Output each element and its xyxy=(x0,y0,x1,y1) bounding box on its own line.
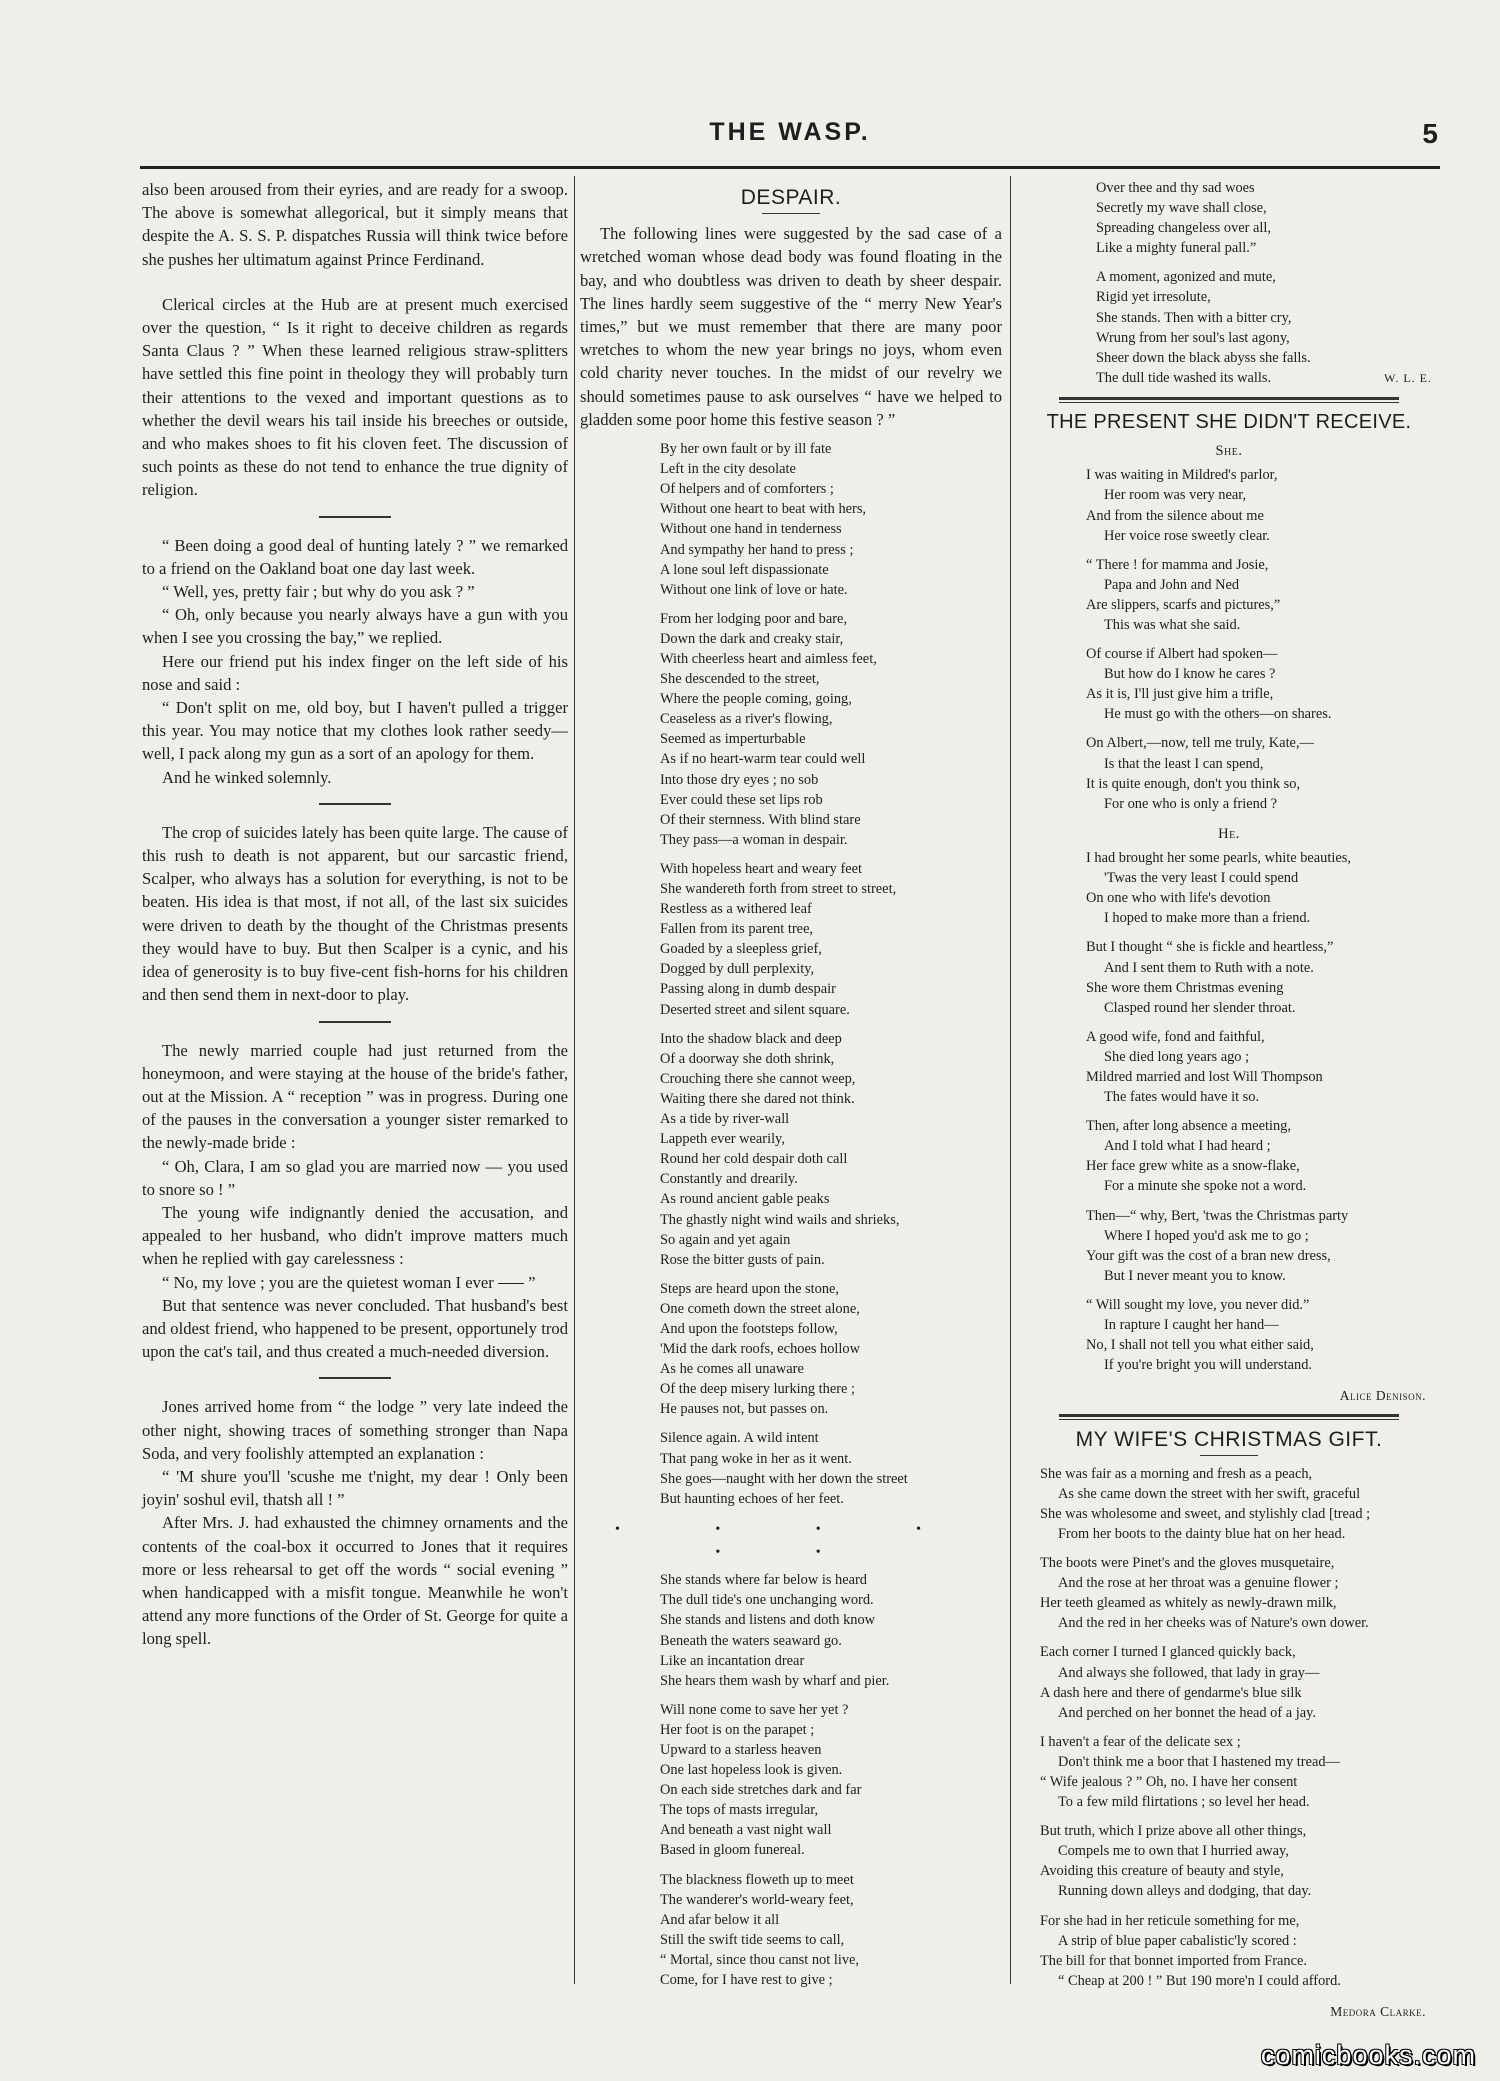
section-separator xyxy=(319,803,391,805)
poem-line: Papa and John and Ned xyxy=(1104,576,1240,593)
stanza xyxy=(1040,1553,1440,1633)
stanza xyxy=(1086,555,1440,635)
stanza xyxy=(660,1279,1002,1420)
poem-line: And I told what I had heard ; xyxy=(1104,1138,1271,1155)
poem-line: Come, for I have rest to give ; xyxy=(660,1972,833,1988)
present-he-poem xyxy=(1018,848,1440,1375)
poem-line: With cheerless heart and aimless feet, xyxy=(660,650,877,667)
poem-line: But haunting echoes of her feet. xyxy=(660,1490,844,1507)
poem-line: She died long years ago ; xyxy=(1104,1048,1250,1065)
section-double-rule xyxy=(1059,397,1399,403)
column-2 xyxy=(580,178,1002,1999)
poem-line: And beneath a vast night wall xyxy=(660,1822,832,1839)
poem-line: Lappeth ever wearily, xyxy=(660,1131,785,1148)
poem-line: Where I hoped you'd ask me to go ; xyxy=(1104,1227,1309,1244)
poem-line: He must go with the others—on shares. xyxy=(1104,706,1332,723)
poem-line: She hears them wash by wharf and pier. xyxy=(660,1672,890,1689)
poem-line: Compels me to own that I hurried away, xyxy=(1058,1843,1289,1860)
despair-poem-ending xyxy=(1018,178,1440,388)
quote-text: “ No, my love ; you are the quietest woman I ever xyxy=(162,1272,494,1292)
paragraph: But that sentence was never concluded. That husband's best and oldest friend, who happened to be present, opportunely trod upon the cat's tail, and thus created a much-needed diversion. xyxy=(142,1295,568,1362)
poem-line: Of helpers and of comforters ; xyxy=(660,481,834,498)
poem-line: Are slippers, scarfs and pictures,” xyxy=(1086,596,1281,613)
paragraph: Jones arrived home from “ the lodge ” very late indeed the other night, showing traces of something stronger than Napa Soda, and very foolishly attempted an explanation : xyxy=(142,1397,568,1463)
poem-line: A moment, agonized and mute, xyxy=(1096,269,1276,286)
poem-line: Into those dry eyes ; no sob xyxy=(660,771,819,788)
poem-line: Her room was very near, xyxy=(1104,487,1247,504)
poem-line: She wandereth forth from street to street, xyxy=(660,881,897,897)
poem-line: Ever could these set lips rob xyxy=(660,791,823,808)
poem-line: Crouching there she cannot weep, xyxy=(660,1070,856,1087)
poem-line: On Albert,—now, tell me truly, Kate,— xyxy=(1086,735,1314,752)
title-rule xyxy=(1200,1455,1258,1456)
poem-line: For she had in her reticule something for me, xyxy=(1040,1912,1300,1929)
paragraph: The young wife indignantly denied the accusation, and appealed to her husband, who didn't improve matters much when he replied with gay carelessness : xyxy=(142,1202,568,1269)
section-separator xyxy=(319,1377,391,1379)
column-divider-2 xyxy=(1010,176,1011,1984)
poem-line: Will none come to save her yet ? xyxy=(660,1701,849,1718)
poem-line: Clasped round her slender throat. xyxy=(1104,999,1296,1016)
despair-poem-continued xyxy=(580,1570,1002,1990)
stanza xyxy=(1096,267,1440,388)
quote-end: ” xyxy=(528,1272,536,1292)
poem-line: Spreading changeless over all, xyxy=(1096,220,1272,237)
poem-line: As he comes all unaware xyxy=(660,1361,804,1378)
poem-line: Her face grew white as a snow-flake, xyxy=(1086,1158,1300,1175)
stanza xyxy=(660,1570,1002,1691)
poem-line: Like an incantation drear xyxy=(660,1652,805,1669)
poem-line: And the red in her cheeks was of Nature's own dower. xyxy=(1058,1615,1369,1632)
paragraph: “ 'M shure you'll 'scushe me t'night, my dear ! Only been joyin' soshul evil, thatsh all ! ” xyxy=(142,1466,568,1510)
stanza xyxy=(660,609,1002,850)
poem-line: Each corner I turned I glanced quickly back, xyxy=(1040,1644,1296,1661)
poem-line: He pauses not, but passes on. xyxy=(660,1401,829,1418)
poem-line: Her foot is on the parapet ; xyxy=(660,1721,815,1738)
poem-line: To a few mild flirtations ; so level her head. xyxy=(1058,1794,1310,1811)
poem-line: The fates would have it so. xyxy=(1104,1089,1260,1106)
poem-line: Mildred married and lost Will Thompson xyxy=(1086,1068,1323,1085)
poem-line: She stands. Then with a bitter cry, xyxy=(1096,309,1292,326)
poem-line: Still the swift tide seems to call, xyxy=(660,1931,845,1948)
stanza xyxy=(660,1700,1002,1861)
despair-intro: The following lines were suggested by the sad case of a wretched woman whose dead body was found floating in the bay, and who doubtless was driven to death by sheer despair. The lines hardly seem suggestive of the “ merry New Year's times,” but we must remember that there are many poor wretches to whom the new year brings no joys, whom even cold charity never touches. In the midst of our revelry we should sometimes pause to ask ourselves “ have we helped to gladden some poor home this festive season ? ” xyxy=(580,224,1002,429)
poem-line: I was waiting in Mildred's parlor, xyxy=(1086,467,1278,484)
poem-line: She wore them Christmas evening xyxy=(1086,979,1284,996)
poem-line: And perched on her bonnet the head of a jay. xyxy=(1058,1704,1316,1721)
paragraph: “ Don't split on me, old boy, but I haven't pulled a trigger this year. You may notice that my clothes look rather seedy—well, I pack along my gun as a sort of an apology for them. xyxy=(142,698,568,764)
he-label: He. xyxy=(1218,825,1240,842)
masthead-rule xyxy=(140,166,1440,169)
poem-line: The wanderer's world-weary feet, xyxy=(660,1891,854,1908)
despair-poem xyxy=(580,439,1002,1509)
poem-line: Based in gloom funereal. xyxy=(660,1842,805,1859)
poem-line: And from the silence about me xyxy=(1086,507,1264,524)
poem-line: It is quite enough, don't you think so, xyxy=(1086,775,1301,792)
poem-line: Secretly my wave shall close, xyxy=(1096,200,1267,217)
stanza xyxy=(1040,1732,1440,1812)
section-double-rule xyxy=(1059,1414,1399,1420)
poem-line: Waiting there she dared not think. xyxy=(660,1090,855,1107)
poem-line: I hoped to make more than a friend. xyxy=(1104,910,1311,927)
masthead xyxy=(140,118,1440,158)
poem-line: Where the people coming, going, xyxy=(660,691,852,708)
poem-line: She goes—naught with her down the street xyxy=(660,1470,908,1487)
paragraph: After Mrs. J. had exhausted the chimney ornaments and the contents of the coal-box it occurred to Jones that it requires more or less rehearsal to get off the words “ social evening ” when handicapped with a misfit tongue. Meanwhile he won't attend any more functions of the Order of St. George for quite a long spell. xyxy=(142,1513,568,1649)
poem-line: Goaded by a sleepless grief, xyxy=(660,941,822,958)
section-separator xyxy=(319,1021,391,1023)
stanza xyxy=(1040,1911,1440,1991)
poem-line: As it is, I'll just give him a trifle, xyxy=(1086,686,1274,703)
present-she-poem xyxy=(1018,465,1440,814)
poem-line: And I sent them to Ruth with a note. xyxy=(1104,959,1314,976)
poem-line: “ Cheap at 200 ! ” But 190 more'n I could afford. xyxy=(1058,1972,1341,1989)
stanza xyxy=(1040,1464,1440,1544)
poem-line: So again and yet again xyxy=(660,1231,791,1248)
gift-signature: Medora Clarke. xyxy=(1330,2003,1426,2019)
poem-line: But I never meant you to know. xyxy=(1104,1267,1286,1284)
em-dash xyxy=(498,1283,524,1284)
poem-line: Left in the city desolate xyxy=(660,461,796,478)
poem-line: The dull tide's one unchanging word. xyxy=(660,1592,874,1609)
stanza xyxy=(1086,1027,1440,1107)
poem-line: Then—“ why, Bert, 'twas the Christmas party xyxy=(1086,1207,1349,1224)
poem-line: Without one link of love or hate. xyxy=(660,581,848,598)
poem-line: As she came down the street with her swift, graceful xyxy=(1058,1485,1361,1502)
poem-line: On one who with life's devotion xyxy=(1086,890,1271,907)
poem-line: The blackness floweth up to meet xyxy=(660,1871,854,1888)
poem-line: They pass—a woman in despair. xyxy=(660,831,848,848)
paragraph xyxy=(142,1271,568,1294)
poem-line: I haven't a fear of the delicate sex ; xyxy=(1040,1733,1241,1750)
poem-line: I had brought her some pearls, white beauties, xyxy=(1086,850,1351,867)
poem-line: Your gift was the cost of a bran new dress, xyxy=(1086,1247,1331,1264)
stanza xyxy=(1086,937,1440,1017)
stanza xyxy=(660,1428,1002,1508)
stanza xyxy=(660,1870,1002,1991)
newspaper-title: THE WASP. xyxy=(709,118,871,146)
poem-line: And afar below it all xyxy=(660,1911,780,1928)
poem-line: Her teeth gleamed as whitely as newly-drawn milk, xyxy=(1040,1595,1337,1612)
present-title: THE PRESENT SHE DIDN'T RECEIVE. xyxy=(1046,410,1412,433)
present-signature: Alice Denison. xyxy=(1339,1388,1426,1404)
poem-line: Of the deep misery lurking there ; xyxy=(660,1381,856,1398)
poem-line: Ceaseless as a river's flowing, xyxy=(660,711,833,728)
poem-line: 'Twas the very least I could spend xyxy=(1104,870,1299,887)
poem-line: As a tide by river-wall xyxy=(660,1111,790,1128)
poem-line: Running down alleys and dodging, that day. xyxy=(1058,1883,1312,1900)
gift-poem xyxy=(1018,1464,1440,1991)
stanza xyxy=(660,439,1002,600)
paragraph: “ Oh, Clara, I am so glad you are married now — you used to snore so ! ” xyxy=(142,1156,568,1199)
gift-title: MY WIFE'S CHRISTMAS GIFT. xyxy=(1075,1427,1383,1451)
spacer xyxy=(580,431,1002,439)
poem-line: Without one heart to beat with hers, xyxy=(660,501,867,518)
poem-line: A good wife, fond and faithful, xyxy=(1086,1028,1265,1045)
poem-line: Don't think me a boor that I hastened my tread— xyxy=(1058,1753,1340,1770)
poem-line: She descended to the street, xyxy=(660,671,820,688)
ellipsis-dots: • • • • • • xyxy=(614,1521,968,1561)
poem-line: “ There ! for mamma and Josie, xyxy=(1086,556,1269,573)
stanza xyxy=(1040,1642,1440,1722)
paragraph: also been aroused from their eyries, and are ready for a swoop. The above is somewhat allegorical, but it simply means that despite the A. S. S. P. dispatches Russia will think twice before she pushes her ultimatum against Prince Ferdinand. xyxy=(142,180,568,269)
poem-line: As if no heart-warm tear could well xyxy=(660,751,866,768)
poem-line: The ghastly night wind wails and shrieks, xyxy=(660,1211,900,1228)
poem-line: Round her cold despair doth call xyxy=(660,1151,848,1168)
column-divider-1 xyxy=(574,176,575,1984)
poem-line: The boots were Pinet's and the gloves musquetaire, xyxy=(1040,1555,1335,1572)
poem-line: In rapture I caught her hand— xyxy=(1104,1317,1279,1334)
poem-line: Rose the bitter gusts of pain. xyxy=(660,1251,825,1268)
poem-line: Dogged by dull perplexity, xyxy=(660,961,815,978)
stanza xyxy=(1096,178,1440,258)
poem-line: “ Mortal, since thou canst not live, xyxy=(660,1951,860,1968)
poem-line: The bill for that bonnet imported from France. xyxy=(1040,1952,1307,1969)
stanza xyxy=(1040,1821,1440,1901)
poem-line: And the rose at her throat was a genuine flower ; xyxy=(1058,1575,1339,1592)
poem-line: Of course if Albert had spoken— xyxy=(1086,646,1278,663)
despair-title: DESPAIR. xyxy=(740,186,842,209)
poem-line: Of a doorway she doth shrink, xyxy=(660,1050,835,1067)
poem-line: For one who is only a friend ? xyxy=(1104,795,1278,812)
poem-line: Seemed as imperturbable xyxy=(660,731,806,748)
poem-line: Over thee and thy sad woes xyxy=(1096,180,1255,196)
poem-line: The tops of masts irregular, xyxy=(660,1802,819,1819)
poem-line: Beneath the waters seaward go. xyxy=(660,1632,842,1649)
stanza xyxy=(1086,1116,1440,1196)
poem-line: Of their sternness. With blind stare xyxy=(660,811,861,828)
she-label: She. xyxy=(1215,443,1243,460)
paragraph: The newly married couple had just returned from the honeymoon, and were staying at the house of the bride's father, out at the Mission. A “ reception ” was in progress. During one of the pauses in the conversation a younger sister remarked to the newly-made bride : xyxy=(142,1040,568,1153)
poem-line: Then, after long absence a meeting, xyxy=(1086,1118,1291,1135)
poem-line: Without one hand in tenderness xyxy=(660,521,842,538)
poem-line: She stands where far below is heard xyxy=(660,1572,867,1589)
stanza xyxy=(1086,465,1440,545)
poem-line: Her voice rose sweetly clear. xyxy=(1104,527,1270,544)
poem-line: One last hopeless look is given. xyxy=(660,1762,843,1779)
poem-line: Sheer down the black abyss she falls. xyxy=(1096,349,1311,366)
poem-line: That pang woke in her as it went. xyxy=(660,1450,852,1467)
watermark: comicbooks.com xyxy=(1260,2040,1476,2070)
section-separator xyxy=(319,516,391,518)
column-1 xyxy=(142,178,568,1651)
page-number: 5 xyxy=(1422,118,1438,149)
poem-line: And always she followed, that lady in gray— xyxy=(1058,1664,1320,1681)
poem-line: She was wholesome and sweet, and stylishly clad [tread ; xyxy=(1040,1505,1371,1522)
poem-line: If you're bright you will understand. xyxy=(1104,1357,1313,1374)
poem-line: The dull tide washed its walls. W. L. E. xyxy=(1096,368,1440,388)
poem-line: Like a mighty funeral pall.” xyxy=(1096,240,1257,257)
poem-line: “ Will sought my love, you never did.” xyxy=(1086,1296,1310,1313)
poem-line: Steps are heard upon the stone, xyxy=(660,1280,840,1297)
poem-line: A dash here and there of gendarme's blue silk xyxy=(1040,1684,1302,1701)
poem-line: And upon the footsteps follow, xyxy=(660,1320,838,1337)
paragraph: The crop of suicides lately has been quite large. The cause of this rush to death is not apparent, but our sarcastic friend, Scalper, who always has a solution for everything, is not to be beaten. His idea is that most, if not all, of the last six suicides were driven to death by the thought of the Christmas presents they would have to buy. But then Scalper is a cynic, and his idea of generosity is to buy five-cent fish-horns for his children and then send them in next-door to play. xyxy=(142,822,568,1005)
poem-line: From her lodging poor and bare, xyxy=(660,610,848,627)
poem-line: Restless as a withered leaf xyxy=(660,901,812,918)
stanza xyxy=(660,1029,1002,1270)
poem-line: With hopeless heart and weary feet xyxy=(660,860,863,877)
poem-line: A strip of blue paper cabalistic'ly scored : xyxy=(1058,1932,1297,1949)
poem-line: Silence again. A wild intent xyxy=(660,1430,819,1447)
paragraph: “ Well, yes, pretty fair ; but why do you ask ? ” xyxy=(162,582,475,602)
poem-line: And sympathy her hand to press ; xyxy=(660,541,854,558)
stanza xyxy=(1086,1295,1440,1375)
poem-line: 'Mid the dark roofs, echoes hollow xyxy=(660,1341,861,1358)
poem-line: Is that the least I can spend, xyxy=(1104,755,1264,772)
poem-line: But truth, which I prize above all other things, xyxy=(1040,1823,1307,1840)
poem-line: One cometh down the street alone, xyxy=(660,1300,860,1317)
poem-line: Constantly and drearily. xyxy=(660,1171,798,1188)
poem-line: Avoiding this creature of beauty and style, xyxy=(1040,1863,1284,1880)
poem-line: By her own fault or by ill fate xyxy=(660,441,832,458)
poem-line: Deserted street and silent square. xyxy=(660,1001,850,1018)
stanza xyxy=(1086,644,1440,724)
column-3 xyxy=(1018,178,1440,2023)
poem-line: From her boots to the dainty blue hat on her head. xyxy=(1058,1525,1346,1542)
poem-line: This was what she said. xyxy=(1104,617,1241,633)
spacer xyxy=(142,271,568,293)
poem-line: A lone soul left dispassionate xyxy=(660,561,829,578)
stanza xyxy=(1086,848,1440,928)
paragraph: And he winked solemnly. xyxy=(162,767,332,787)
poem-line: Down the dark and creaky stair, xyxy=(660,630,844,647)
poem-line: “ Wife jealous ? ” Oh, no. I have her consent xyxy=(1040,1774,1298,1791)
poem-line: Upward to a starless heaven xyxy=(660,1741,822,1758)
poem-line: But how do I know he cares ? xyxy=(1104,666,1276,683)
poem-line: Wrung from her soul's last agony, xyxy=(1096,329,1290,346)
poem-line: On each side stretches dark and far xyxy=(660,1782,862,1799)
poem-line: She was fair as a morning and fresh as a peach, xyxy=(1040,1465,1313,1482)
poem-line: She stands and listens and doth know xyxy=(660,1612,876,1629)
paragraph: Here our friend put his index finger on the left side of his nose and said : xyxy=(142,651,568,694)
poem-line: As round ancient gable peaks xyxy=(660,1191,830,1208)
poem-line: No, I shall not tell you what either said, xyxy=(1086,1337,1314,1354)
stanza xyxy=(1086,733,1440,813)
paragraph: “ Been doing a good deal of hunting lately ? ” we remarked to a friend on the Oakland boat one day last week. xyxy=(142,535,568,578)
paragraph: “ Oh, only because you nearly always have a gun with you when I see you crossing the bay,” we replied. xyxy=(142,605,568,648)
despair-signature: W. L. E. xyxy=(1384,370,1432,385)
title-rule xyxy=(762,213,820,214)
stanza xyxy=(660,859,1002,1020)
poem-line: For a minute she spoke not a word. xyxy=(1104,1178,1307,1195)
poem-line: Into the shadow black and deep xyxy=(660,1030,842,1047)
stanza xyxy=(1086,1206,1440,1286)
poem-line: Rigid yet irresolute, xyxy=(1096,289,1211,306)
poem-line: Fallen from its parent tree, xyxy=(660,921,814,938)
poem-line: Passing along in dumb despair xyxy=(660,981,836,998)
poem-line: But I thought “ she is fickle and heartless,” xyxy=(1086,939,1334,956)
paragraph: Clerical circles at the Hub are at present much exercised over the question, “ Is it right to deceive children as regards Santa Claus ? ” When these learned religious straw-splitters have settled this fine point in theology they will probably turn their attentions to the vexed and important questions as to whether the devil wears his tail inside his breeches or outside, and who makes shoes to fit his cloven feet. The discussion of such points as these do not tend to enhance the true dignity of religion. xyxy=(142,294,568,500)
